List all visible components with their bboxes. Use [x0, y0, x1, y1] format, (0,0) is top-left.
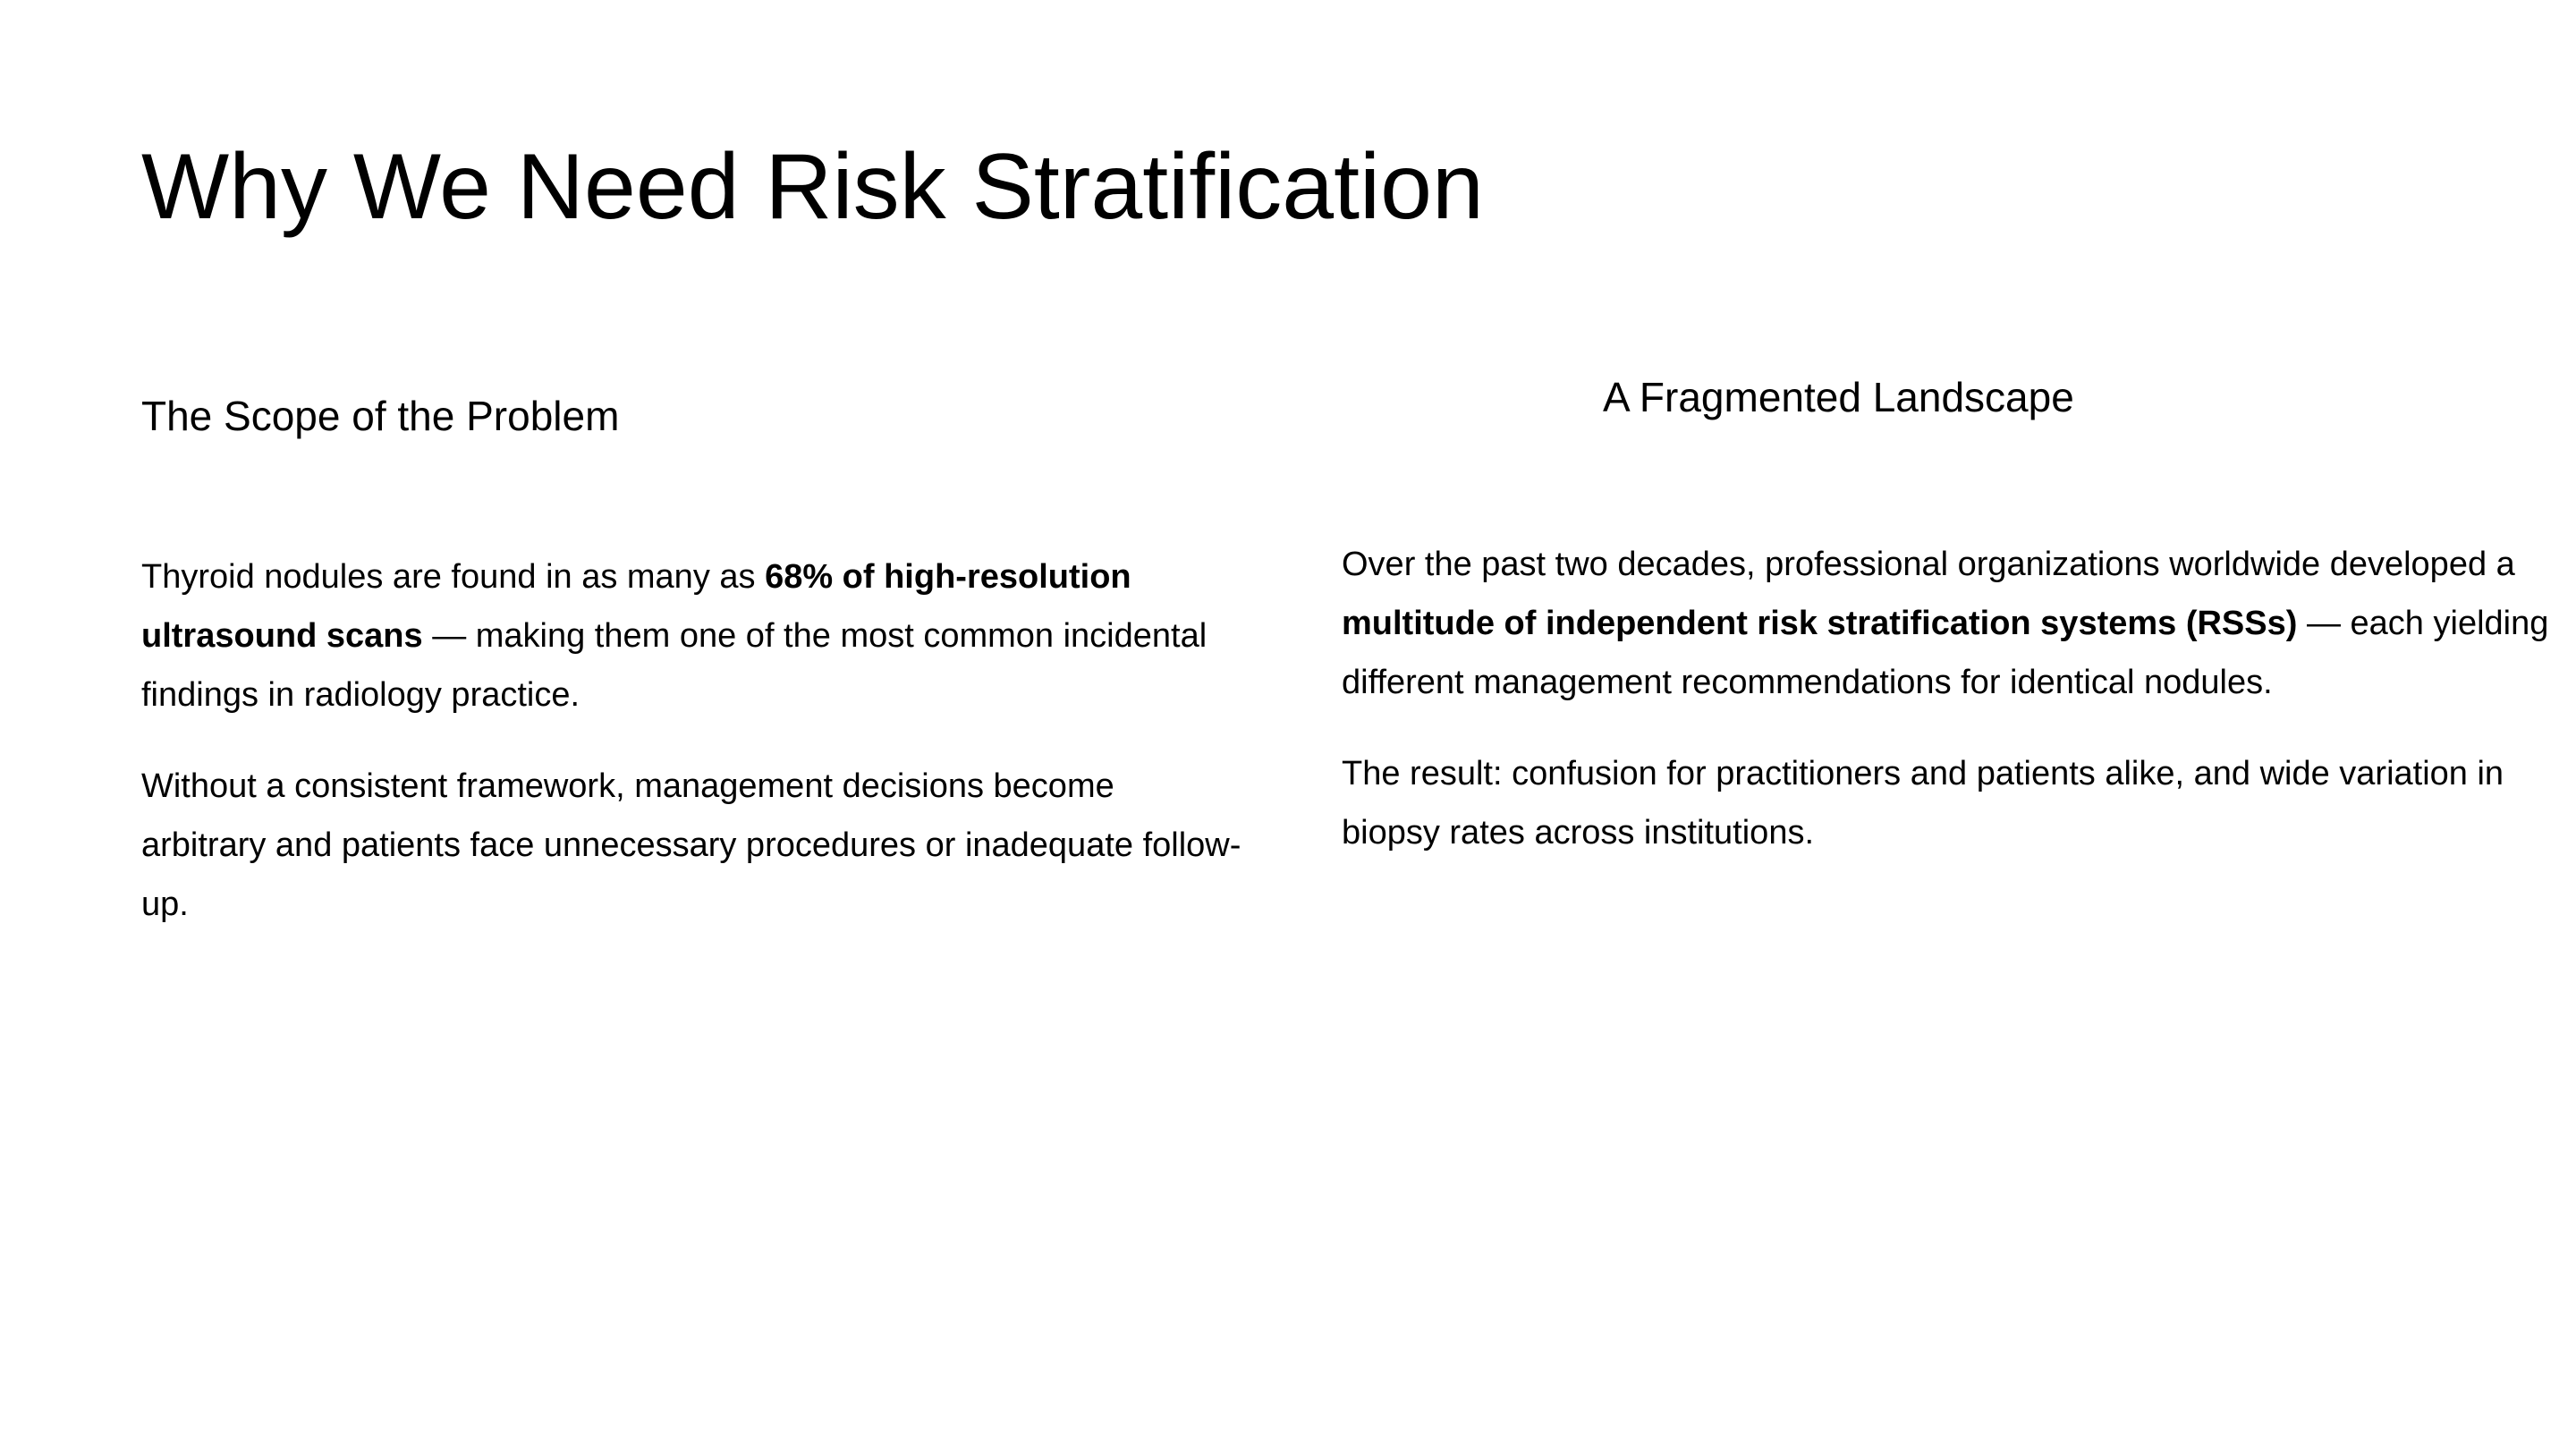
left-p1-text-start: Thyroid nodules are found in as many as: [141, 558, 766, 596]
right-column-body: [1342, 535, 2558, 894]
right-p1-text-end: — each yielding different management recommendations for identical nodules.: [1342, 605, 2549, 701]
left-paragraph-1: [141, 547, 1241, 724]
right-paragraph-1: [1342, 535, 2558, 712]
right-column-heading: A Fragmented Landscape: [1603, 374, 2074, 420]
left-p1-emphasis: 68% of high-resolution ultrasound scans: [141, 558, 1131, 655]
right-p1-emphasis: multitude of independent risk stratification systems (RSSs): [1342, 605, 2298, 642]
left-p1-text-end: — making them one of the most common incidental findings in radiology practice.: [141, 617, 1208, 714]
left-paragraph-2: Without a consistent framework, management decisions become arbitrary and patients face unnecessary procedures or inadequate follow-up.: [141, 767, 1241, 923]
left-column-heading: The Scope of the Problem: [141, 393, 620, 439]
right-paragraph-2: The result: confusion for practitioners and patients alike, and wide variation in biopsy rates across institutions.: [1342, 755, 2504, 852]
right-p1-text-start: Over the past two decades, professional organizations worldwide developed a: [1342, 546, 2515, 583]
slide-title: Why We Need Risk Stratification: [141, 135, 1484, 239]
left-column-body: [141, 547, 1241, 966]
